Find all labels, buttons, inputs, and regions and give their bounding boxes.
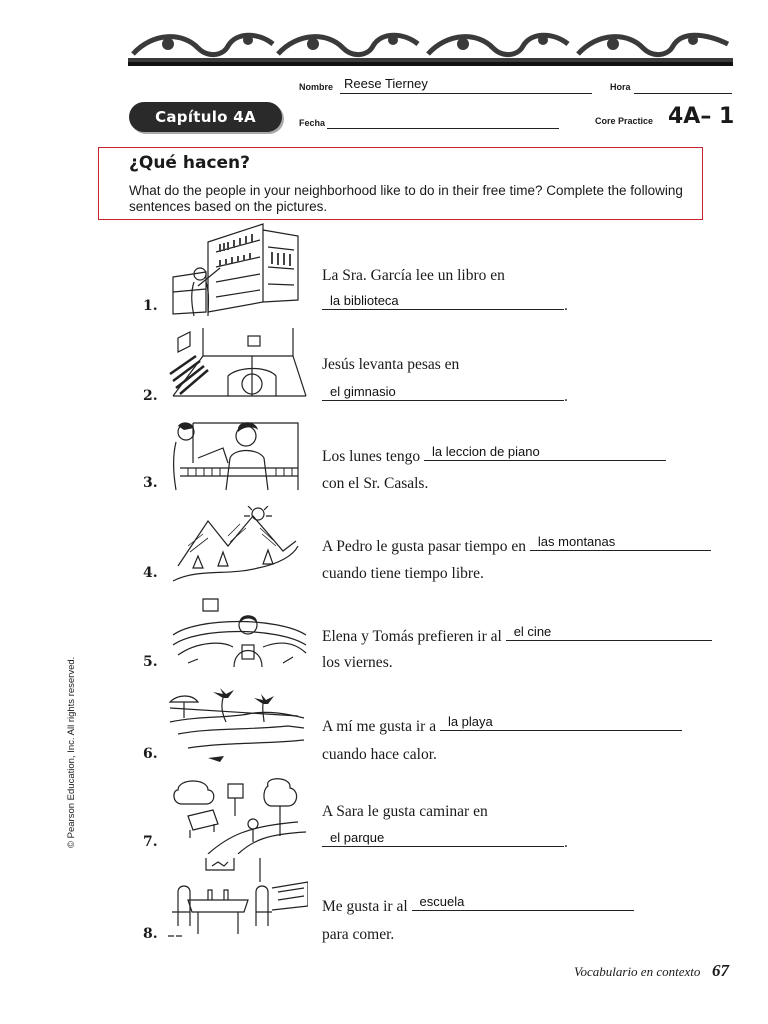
mountains-illustration-icon <box>168 506 308 586</box>
fecha-line[interactable] <box>327 128 559 129</box>
decorative-banner <box>128 26 733 62</box>
item-7-answer: el parque <box>330 830 385 845</box>
item-2-ending: . <box>564 388 568 405</box>
item-3-prompt: Los lunes tengo <box>322 448 421 465</box>
library-illustration-icon <box>168 222 308 317</box>
item-3-blank[interactable] <box>424 444 666 461</box>
item-8-answer: escuela <box>419 894 465 909</box>
item-3-number: 3. <box>143 475 158 491</box>
item-1-ending: . <box>564 297 568 314</box>
restaurant-illustration-icon <box>168 856 308 941</box>
item-5-ending: los viernes. <box>322 654 393 671</box>
movie-theater-illustration-icon <box>168 597 308 669</box>
item-1-blank[interactable] <box>322 293 564 310</box>
item-5-answer: el cine <box>513 624 552 639</box>
banner-rule <box>128 62 733 66</box>
core-practice-label: Core Practice <box>595 116 654 126</box>
piano-lesson-illustration-icon <box>168 418 308 493</box>
hora-label: Hora <box>610 82 631 92</box>
task-title: ¿Qué hacen? <box>129 153 251 173</box>
item-6-answer: la playa <box>447 714 493 729</box>
item-2-prompt: Jesús levanta pesas en <box>322 356 460 373</box>
beach-illustration-icon <box>168 688 308 763</box>
item-2-answer: el gimnasio <box>330 384 396 399</box>
item-2-number: 2. <box>143 388 158 404</box>
item-7-ending: . <box>564 834 568 851</box>
item-7-blank[interactable] <box>322 830 564 847</box>
chapter-badge: Capítulo 4A <box>129 102 282 132</box>
item-8-blank[interactable] <box>412 894 634 911</box>
page-number: 67 <box>712 961 729 980</box>
item-6-blank[interactable] <box>440 714 682 731</box>
nombre-label: Nombre <box>299 82 334 92</box>
nombre-value[interactable]: Reese Tierney <box>344 76 428 91</box>
item-1-answer-row <box>322 293 568 315</box>
item-4-prompt: A Pedro le gusta pasar tiempo en <box>322 538 527 555</box>
item-5-blank[interactable] <box>506 624 712 641</box>
item-4-prompt-row <box>322 534 711 556</box>
item-4-answer: las montanas <box>537 534 616 549</box>
park-illustration-icon <box>168 776 308 854</box>
item-7-number: 7. <box>143 834 158 850</box>
item-1-prompt: La Sra. García lee un libro en <box>322 267 505 284</box>
nombre-line <box>340 93 592 94</box>
item-5-prompt-row <box>322 624 712 646</box>
item-6-prompt: A mí me gusta ir a <box>322 718 437 735</box>
item-3-ending: con el Sr. Casals. <box>322 475 429 492</box>
item-6-prompt-row <box>322 714 682 736</box>
item-7-answer-row <box>322 830 568 852</box>
item-3-answer: la leccion de piano <box>432 444 540 459</box>
task-instructions: What do the people in your neighborhood like to do in their free time? Complete the following sentences based on the pictures. <box>129 183 683 214</box>
item-1-number: 1. <box>143 298 158 314</box>
item-2-answer-row <box>322 384 568 406</box>
instructions-box <box>98 147 703 220</box>
item-8-prompt: Me gusta ir al <box>322 898 408 915</box>
item-4-ending: cuando tiene tiempo libre. <box>322 565 484 582</box>
item-6-ending: cuando hace calor. <box>322 746 437 763</box>
item-4-number: 4. <box>143 565 158 581</box>
footer-section-label: Vocabulario en contexto <box>574 964 701 979</box>
item-4-blank[interactable] <box>530 534 711 551</box>
item-5-number: 5. <box>143 654 158 670</box>
fecha-label: Fecha <box>299 118 326 128</box>
item-1-answer: la biblioteca <box>330 293 399 308</box>
item-8-prompt-row <box>322 894 634 916</box>
item-8-number: 8. <box>143 926 158 942</box>
item-7-prompt: A Sara le gusta caminar en <box>322 803 488 820</box>
item-8-ending: para comer. <box>322 926 395 943</box>
core-practice-number: 4A– 1 <box>668 104 735 129</box>
item-2-blank[interactable] <box>322 384 564 401</box>
gym-illustration-icon <box>168 326 308 404</box>
copyright-notice: © Pearson Education, Inc. All rights reserved. <box>66 656 77 848</box>
item-6-number: 6. <box>143 746 158 762</box>
hora-line[interactable] <box>634 93 732 94</box>
item-5-prompt: Elena y Tomás prefieren ir al <box>322 628 502 645</box>
item-3-prompt-row <box>322 444 666 466</box>
